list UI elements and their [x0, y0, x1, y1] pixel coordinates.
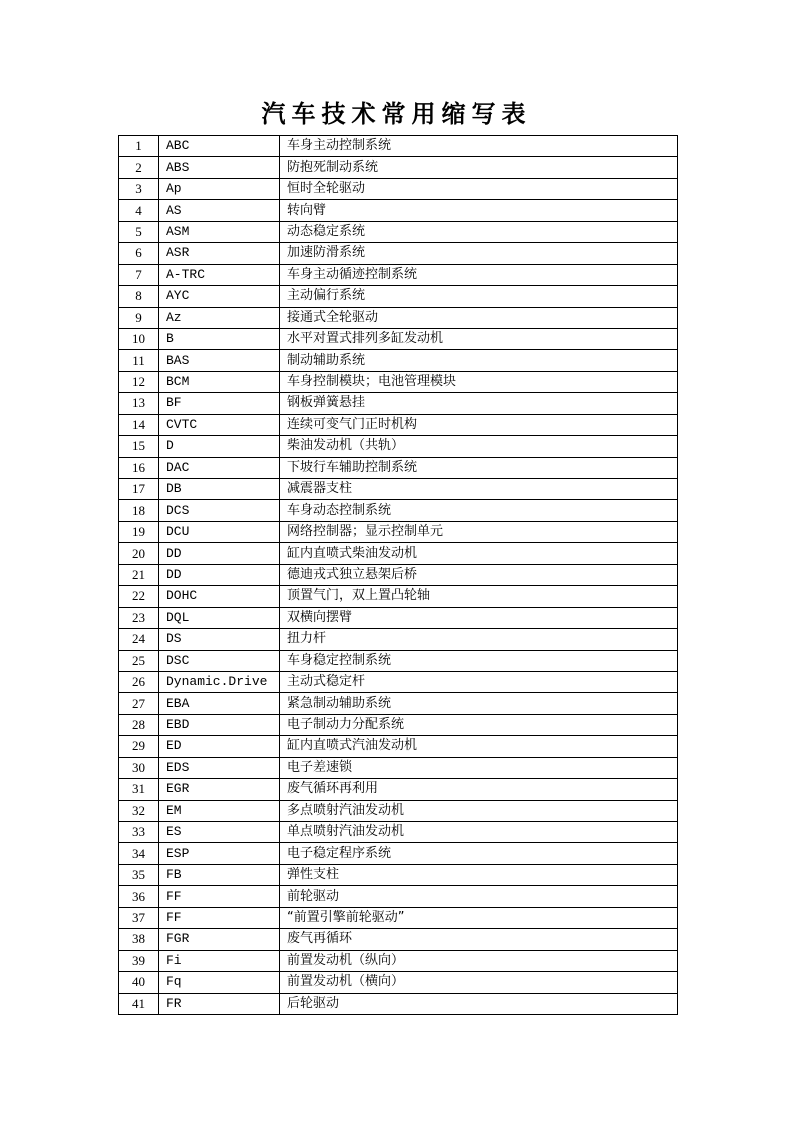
row-description: 紧急制动辅助系统	[280, 693, 678, 714]
row-abbreviation: ES	[159, 822, 280, 843]
row-description: 恒时全轮驱动	[280, 178, 678, 199]
row-number: 18	[119, 500, 159, 521]
row-abbreviation: DOHC	[159, 586, 280, 607]
row-abbreviation: DSC	[159, 650, 280, 671]
row-number: 39	[119, 950, 159, 971]
table-row	[119, 886, 678, 907]
table-row	[119, 822, 678, 843]
row-abbreviation: AYC	[159, 286, 280, 307]
row-description: 双横向摆臂	[280, 607, 678, 628]
table-row	[119, 371, 678, 392]
row-description: 主动式稳定杆	[280, 671, 678, 692]
row-abbreviation: FB	[159, 864, 280, 885]
table-row	[119, 993, 678, 1014]
row-number: 5	[119, 221, 159, 242]
row-number: 7	[119, 264, 159, 285]
row-number: 35	[119, 864, 159, 885]
row-number: 10	[119, 328, 159, 349]
row-abbreviation: DCS	[159, 500, 280, 521]
table-row	[119, 779, 678, 800]
table-row	[119, 414, 678, 435]
row-abbreviation: AS	[159, 200, 280, 221]
row-description: 扭力杆	[280, 629, 678, 650]
table-row	[119, 543, 678, 564]
row-number: 23	[119, 607, 159, 628]
row-number: 1	[119, 136, 159, 157]
row-abbreviation: Az	[159, 307, 280, 328]
row-description: 前轮驱动	[280, 886, 678, 907]
table-row	[119, 243, 678, 264]
row-abbreviation: ASR	[159, 243, 280, 264]
row-description: 制动辅助系统	[280, 350, 678, 371]
row-description: 网络控制器；显示控制单元	[280, 521, 678, 542]
row-description: 缸内直喷式汽油发动机	[280, 736, 678, 757]
row-description: “前置引擎前轮驱动”	[280, 907, 678, 928]
row-abbreviation: A-TRC	[159, 264, 280, 285]
row-description: 主动偏行系统	[280, 286, 678, 307]
row-description: 废气循环再利用	[280, 779, 678, 800]
table-row	[119, 457, 678, 478]
row-number: 8	[119, 286, 159, 307]
table-row	[119, 264, 678, 285]
row-description: 前置发动机（横向）	[280, 972, 678, 993]
row-number: 28	[119, 714, 159, 735]
row-abbreviation: DAC	[159, 457, 280, 478]
row-description: 电子制动力分配系统	[280, 714, 678, 735]
row-abbreviation: FGR	[159, 929, 280, 950]
row-abbreviation: CVTC	[159, 414, 280, 435]
row-description: 车身动态控制系统	[280, 500, 678, 521]
row-number: 25	[119, 650, 159, 671]
row-abbreviation: D	[159, 436, 280, 457]
table-row	[119, 757, 678, 778]
row-abbreviation: FF	[159, 886, 280, 907]
row-number: 9	[119, 307, 159, 328]
row-abbreviation: DCU	[159, 521, 280, 542]
row-number: 40	[119, 972, 159, 993]
row-abbreviation: DD	[159, 543, 280, 564]
row-number: 11	[119, 350, 159, 371]
row-abbreviation: BCM	[159, 371, 280, 392]
row-number: 3	[119, 178, 159, 199]
row-abbreviation: ABC	[159, 136, 280, 157]
row-abbreviation: ESP	[159, 843, 280, 864]
row-description: 转向臂	[280, 200, 678, 221]
row-description: 德迪戎式独立悬架后桥	[280, 564, 678, 585]
row-number: 19	[119, 521, 159, 542]
row-description: 防抱死制动系统	[280, 157, 678, 178]
row-number: 14	[119, 414, 159, 435]
row-number: 15	[119, 436, 159, 457]
table-body	[119, 136, 678, 1015]
table-row	[119, 800, 678, 821]
table-row	[119, 864, 678, 885]
row-description: 后轮驱动	[280, 993, 678, 1014]
table-row	[119, 307, 678, 328]
table-row	[119, 693, 678, 714]
table-row	[119, 714, 678, 735]
row-description: 弹性支柱	[280, 864, 678, 885]
row-number: 22	[119, 586, 159, 607]
table-row	[119, 393, 678, 414]
row-abbreviation: BAS	[159, 350, 280, 371]
table-row	[119, 479, 678, 500]
row-description: 连续可变气门正时机构	[280, 414, 678, 435]
row-number: 16	[119, 457, 159, 478]
row-number: 20	[119, 543, 159, 564]
table-row	[119, 157, 678, 178]
row-number: 37	[119, 907, 159, 928]
row-number: 6	[119, 243, 159, 264]
row-number: 36	[119, 886, 159, 907]
table-row	[119, 350, 678, 371]
row-number: 34	[119, 843, 159, 864]
row-abbreviation: DD	[159, 564, 280, 585]
row-abbreviation: ABS	[159, 157, 280, 178]
row-number: 13	[119, 393, 159, 414]
table-row	[119, 671, 678, 692]
row-description: 车身主动循迹控制系统	[280, 264, 678, 285]
table-row	[119, 178, 678, 199]
row-description: 接通式全轮驱动	[280, 307, 678, 328]
row-number: 30	[119, 757, 159, 778]
table-row	[119, 200, 678, 221]
row-description: 动态稳定系统	[280, 221, 678, 242]
table-row	[119, 586, 678, 607]
row-description: 车身主动控制系统	[280, 136, 678, 157]
row-description: 前置发动机（纵向）	[280, 950, 678, 971]
table-row	[119, 436, 678, 457]
table-row	[119, 950, 678, 971]
table-row	[119, 286, 678, 307]
table-row	[119, 736, 678, 757]
table-row	[119, 328, 678, 349]
row-abbreviation: B	[159, 328, 280, 349]
row-abbreviation: Dynamic.Drive	[159, 671, 280, 692]
row-abbreviation: Ap	[159, 178, 280, 199]
row-abbreviation: Fi	[159, 950, 280, 971]
table-row	[119, 221, 678, 242]
row-description: 多点喷射汽油发动机	[280, 800, 678, 821]
row-number: 32	[119, 800, 159, 821]
row-description: 钢板弹簧悬挂	[280, 393, 678, 414]
row-description: 车身稳定控制系统	[280, 650, 678, 671]
row-number: 2	[119, 157, 159, 178]
row-description: 电子稳定程序系统	[280, 843, 678, 864]
row-description: 电子差速锁	[280, 757, 678, 778]
row-abbreviation: ED	[159, 736, 280, 757]
table-row	[119, 136, 678, 157]
row-number: 4	[119, 200, 159, 221]
row-number: 41	[119, 993, 159, 1014]
row-number: 26	[119, 671, 159, 692]
table-row	[119, 972, 678, 993]
table-row	[119, 907, 678, 928]
table-row	[119, 500, 678, 521]
row-abbreviation: EM	[159, 800, 280, 821]
page-title: 汽车技术常用缩写表	[261, 99, 532, 128]
row-number: 24	[119, 629, 159, 650]
row-description: 单点喷射汽油发动机	[280, 822, 678, 843]
row-number: 27	[119, 693, 159, 714]
row-abbreviation: EBD	[159, 714, 280, 735]
table-row	[119, 629, 678, 650]
table-row	[119, 607, 678, 628]
row-abbreviation: EDS	[159, 757, 280, 778]
row-description: 废气再循环	[280, 929, 678, 950]
table-row	[119, 843, 678, 864]
row-abbreviation: EGR	[159, 779, 280, 800]
row-description: 加速防滑系统	[280, 243, 678, 264]
row-description: 下坡行车辅助控制系统	[280, 457, 678, 478]
row-number: 12	[119, 371, 159, 392]
row-description: 车身控制模块；电池管理模块	[280, 371, 678, 392]
row-description: 顶置气门，双上置凸轮轴	[280, 586, 678, 607]
row-description: 柴油发动机（共轨）	[280, 436, 678, 457]
row-abbreviation: DB	[159, 479, 280, 500]
table-row	[119, 521, 678, 542]
row-abbreviation: FF	[159, 907, 280, 928]
row-number: 29	[119, 736, 159, 757]
row-abbreviation: BF	[159, 393, 280, 414]
table-row	[119, 564, 678, 585]
row-number: 31	[119, 779, 159, 800]
row-number: 33	[119, 822, 159, 843]
row-abbreviation: Fq	[159, 972, 280, 993]
table-row	[119, 929, 678, 950]
abbreviation-table	[118, 135, 678, 1015]
row-abbreviation: DS	[159, 629, 280, 650]
row-description: 水平对置式排列多缸发动机	[280, 328, 678, 349]
row-number: 17	[119, 479, 159, 500]
row-number: 38	[119, 929, 159, 950]
table-row	[119, 650, 678, 671]
row-description: 减震器支柱	[280, 479, 678, 500]
row-abbreviation: ASM	[159, 221, 280, 242]
row-description: 缸内直喷式柴油发动机	[280, 543, 678, 564]
row-abbreviation: FR	[159, 993, 280, 1014]
row-abbreviation: DQL	[159, 607, 280, 628]
row-number: 21	[119, 564, 159, 585]
row-abbreviation: EBA	[159, 693, 280, 714]
